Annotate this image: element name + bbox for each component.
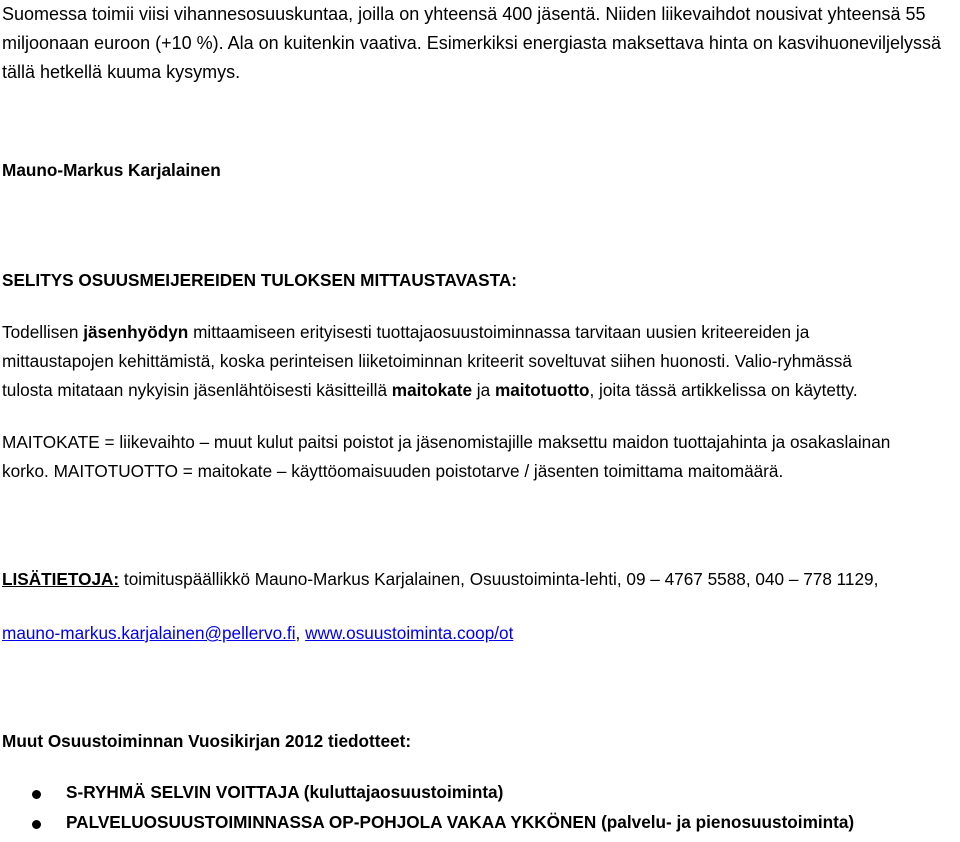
text-run: ja [472,380,495,400]
list-item [0,812,960,842]
explanation-line: mittaustapojen kehittämistä, koska perinteisen liiketoiminnan kriteerit soveltuvat siihen huonosti. Valio-ryhmässä [2,351,852,371]
author-name: Mauno-Markus Karjalainen [2,160,221,180]
contact-line [2,569,878,590]
bullet-icon [32,820,41,829]
list-item [0,782,960,812]
release-title: S-RYHMÄ SELVIN VOITTAJA (kuluttajaosuustoiminta) [66,782,504,802]
intro-line: Suomessa toimii viisi vihannesosuuskuntaa, joilla on yhteensä 400 jäsentä. Niiden liikevaihdot nousivat yhteensä 55 [2,4,926,24]
releases-list [0,782,960,842]
bold-term: jäsenhyödyn [83,322,189,342]
website-link[interactable]: www.osuustoiminta.coop/ot [305,623,514,643]
contact-links [2,623,513,644]
contact-label: LISÄTIETOJA: [2,569,120,589]
text-run: , joita tässä artikkelissa on käytetty. [589,380,858,400]
bold-term: maitokate [391,380,473,400]
email-link[interactable]: mauno-markus.karjalainen@pellervo.fi [2,623,296,643]
bullet-icon [32,790,41,799]
intro-paragraph [2,0,957,87]
intro-line: miljoonaan euroon (+10 %). Ala on kuitenkin vaativa. Esimerkiksi energiasta maksettava hinta on kasvihuoneviljelyssä [2,33,941,53]
bold-term: maitotuotto [494,380,590,400]
text-run: tulosta mitataan nykyisin jäsenlähtöisesti käsitteillä [2,380,392,400]
text-run: mittaamiseen erityisesti tuottajaosuustoiminnassa tarvitaan uusien kriteereiden ja [188,322,810,342]
explanation-line [2,380,858,401]
release-title: PALVELUOSUUSTOIMINNASSA OP-POHJOLA VAKAA YKKÖNEN (palvelu- ja pienosuustoiminta) [66,812,855,832]
releases-heading: Muut Osuustoiminnan Vuosikirjan 2012 tiedotteet: [2,731,412,751]
definition-line: korko. MAITOTUOTTO = maitokate – käyttöomaisuuden poistotarve / jäsenten toimittama maitomäärä. [2,461,784,481]
definition-line: MAITOKATE = liikevaihto – muut kulut paitsi poistot ja jäsenomistajille maksettu maidon tuottajahinta ja osakaslainan [2,432,891,452]
explanation-line [2,322,809,343]
explanation-heading: SELITYS OSUUSMEIJEREIDEN TULOKSEN MITTAUSTAVASTA: [2,270,518,290]
contact-text: toimituspäällikkö Mauno-Markus Karjalainen, Osuustoiminta-lehti, 09 – 4767 5588, 040 – 778 1129, [119,569,879,589]
intro-line: tällä hetkellä kuuma kysymys. [2,62,241,82]
text-run: Todellisen [2,322,84,342]
link-separator: , [295,623,306,643]
